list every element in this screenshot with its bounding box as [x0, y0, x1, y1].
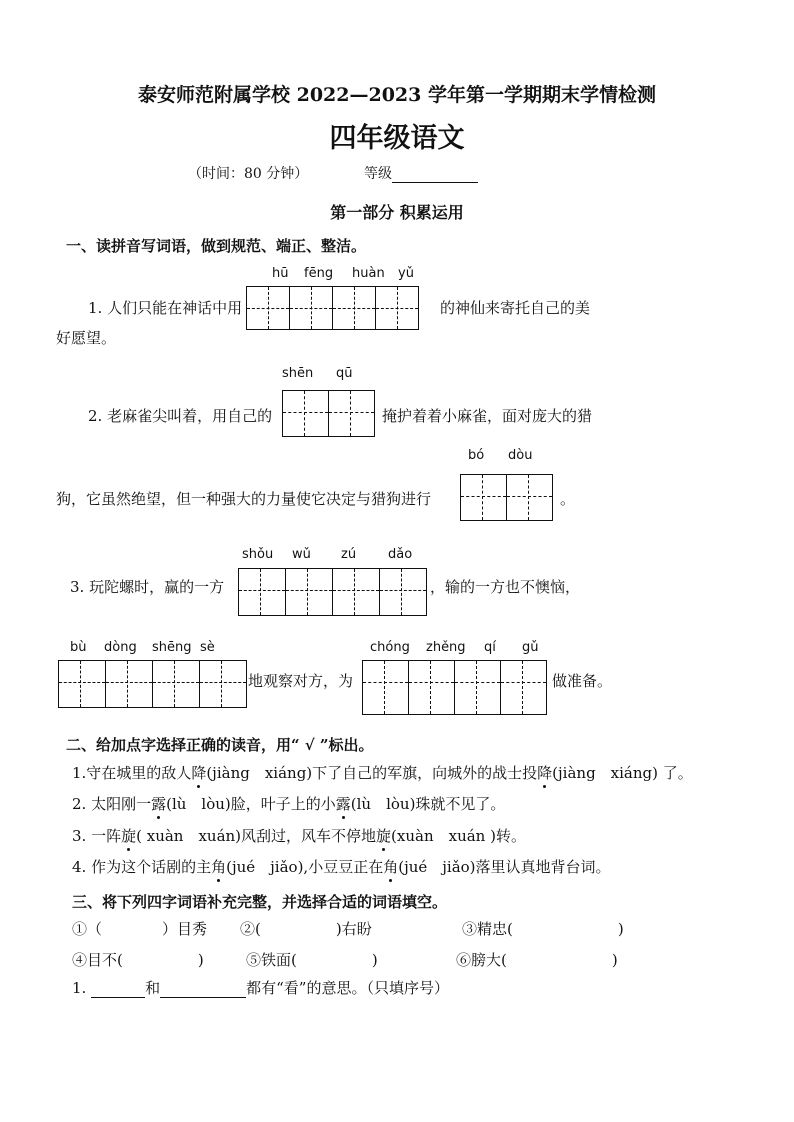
pinyin: zú	[341, 547, 357, 562]
q1-text-cont: 好愿望。	[56, 329, 117, 347]
q3-text-before: 3. 玩陀螺时，赢的一方	[70, 578, 225, 596]
char-box[interactable]	[328, 390, 375, 437]
char-box[interactable]	[105, 660, 153, 708]
time-label: （时间：80 分钟）	[188, 166, 309, 182]
pinyin: chóng	[370, 640, 410, 655]
dotted-char: 露	[335, 795, 351, 813]
char-box[interactable]	[238, 568, 286, 616]
pinyin: shǒu	[242, 547, 274, 562]
dotted-char: 降	[191, 764, 207, 782]
grade-blank[interactable]	[392, 167, 478, 183]
idiom-2[interactable]: ②( )右盼	[240, 920, 372, 938]
pinyin: wǔ	[292, 547, 311, 562]
char-box[interactable]	[506, 474, 553, 521]
char-box[interactable]	[332, 568, 380, 616]
idiom-3[interactable]: ③精忠( )	[462, 920, 624, 938]
pinyin: sè	[200, 640, 215, 655]
dotted-char: 旋	[376, 827, 392, 845]
pinyin: fēng	[304, 266, 334, 281]
pinyin: yǔ	[398, 266, 414, 281]
char-box[interactable]	[285, 568, 333, 616]
school-title: 泰安师范附属学校 2022—2023 学年第一学期期末学情检测	[138, 84, 656, 106]
subject-title: 四年级语文	[329, 123, 465, 154]
writing-grid-q2	[282, 390, 375, 437]
char-box[interactable]	[332, 286, 376, 330]
s3-question-1: 1. 和 都有“看”的意思。（只填序号）	[72, 979, 449, 997]
pinyin: dòu	[508, 448, 533, 463]
dotted-char: 露	[151, 795, 167, 813]
char-box[interactable]	[379, 568, 427, 616]
pinyin: huàn	[352, 266, 385, 281]
idiom-1[interactable]: ①（ ）目秀	[72, 920, 208, 938]
char-box[interactable]	[199, 660, 247, 708]
char-box[interactable]	[408, 660, 455, 715]
idiom-6[interactable]: ⑥膀大( )	[456, 951, 618, 969]
dotted-char: 角	[211, 858, 227, 876]
char-box[interactable]	[282, 390, 329, 437]
q3-text-after: ，输的一方也不懊恼，	[430, 578, 581, 596]
writing-grid-q3b	[58, 660, 247, 708]
writing-grid-q2b	[460, 474, 553, 521]
char-box[interactable]	[460, 474, 507, 521]
part-title: 第一部分 积累运用	[330, 203, 464, 222]
pinyin: gǔ	[522, 640, 539, 655]
section2-heading: 二、给加点字选择正确的读音，用“ √ ”标出。	[66, 736, 374, 754]
s2-item-4: 4. 作为这个话剧的主角(jué jiǎo),小豆豆正在角(jué jiǎo)落里认真地背台词。	[72, 858, 611, 876]
answer-blank[interactable]	[160, 983, 246, 998]
q3-text-mid: 地观察对方，为	[248, 672, 354, 690]
idiom-5[interactable]: ⑤铁面( )	[246, 951, 378, 969]
writing-grid-q1	[246, 286, 419, 330]
q3-text-end: 做准备。	[552, 672, 613, 690]
s2-item-3: 3. 一阵旋( xuàn xuán)风刮过，风车不停地旋(xuàn xuán )转。	[72, 827, 526, 845]
pinyin: qū	[336, 366, 353, 381]
pinyin: dǎo	[388, 547, 413, 562]
pinyin: bù	[70, 640, 87, 655]
dotted-char: 降	[537, 764, 553, 782]
char-box[interactable]	[362, 660, 409, 715]
char-box[interactable]	[454, 660, 501, 715]
grade-label: 等级	[364, 166, 392, 182]
section3-heading: 三、将下列四字词语补充完整，并选择合适的词语填空。	[72, 893, 448, 911]
pinyin: shēn	[282, 366, 314, 381]
q1-text-after: 的神仙来寄托自己的美	[440, 299, 591, 317]
pinyin: bó	[468, 448, 485, 463]
s2-item-1: 1.守在城里的敌人降(jiàng xiáng)下了自己的军旗，向城外的战士投降(jiàng xiáng) 了。	[72, 764, 693, 782]
pinyin: hū	[272, 266, 289, 281]
pinyin: zhěng	[426, 640, 466, 655]
idiom-4[interactable]: ④目不( )	[72, 951, 204, 969]
char-box[interactable]	[152, 660, 200, 708]
q2-line2-before: 狗，它虽然绝望，但一种强大的力量使它决定与猎狗进行	[56, 490, 432, 508]
pinyin: qí	[484, 640, 496, 655]
char-box[interactable]	[246, 286, 290, 330]
s2-item-2: 2. 太阳刚一露(lù lòu)脸，叶子上的小露(lù lòu)珠就不见了。	[72, 795, 506, 813]
char-box[interactable]	[58, 660, 106, 708]
char-box[interactable]	[500, 660, 547, 715]
q2-text-before: 2. 老麻雀尖叫着，用自己的	[88, 407, 273, 425]
q2-line2-after: 。	[560, 490, 576, 508]
pinyin: dòng	[104, 640, 137, 655]
q1-text-before: 1. 人们只能在神话中用	[88, 299, 243, 317]
section1-heading: 一、读拼音写词语，做到规范、端正、整洁。	[66, 237, 367, 255]
char-box[interactable]	[375, 286, 419, 330]
dotted-char: 旋	[121, 827, 137, 845]
q2-text-after: 掩护着着小麻雀，面对庞大的猎	[382, 407, 593, 425]
grade-field	[364, 163, 478, 183]
dotted-char: 角	[383, 858, 399, 876]
writing-grid-q3c	[362, 660, 547, 715]
answer-blank[interactable]	[91, 983, 145, 998]
char-box[interactable]	[289, 286, 333, 330]
pinyin: shēng	[152, 640, 192, 655]
writing-grid-q3	[238, 568, 427, 616]
